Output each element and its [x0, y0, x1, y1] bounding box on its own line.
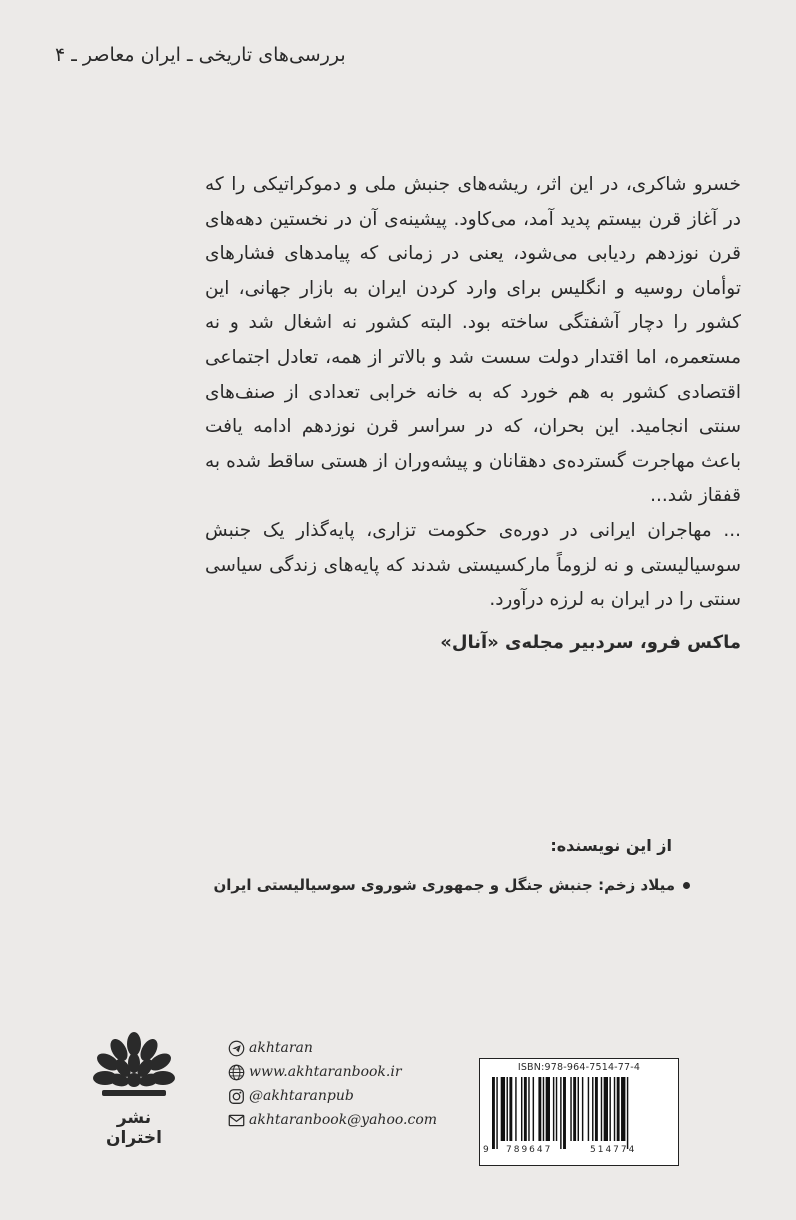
barcode-bar	[543, 1077, 544, 1141]
barcode-bar	[533, 1077, 534, 1141]
barcode-bar	[507, 1077, 508, 1141]
barcode-bar	[524, 1077, 527, 1141]
barcode-left-group: 789647	[506, 1145, 553, 1155]
blurb-paragraph-1: خسرو شاکری، در این اثر، ریشه‌های جنبش ملی و دموکراتیکی را که در آغاز قرن بیستم پدید آمد، می‌کاود. پیشینه‌ی آن در نخستین دهه‌های قرن نوزدهم ردیابی می‌شود، یعنی در زمانی که پیامدهای فشارهای توأمان روسیه و انگلیس برای وارد کردن ایران به بازار جهانی، این کشور را دچار آشفتگی ساخته بود. البته کشور نه اشغال شد و نه مستعمره، اما اقتدار دولت سست شد و بالاتر از همه، تعادل اجتماعی اقتصادی کشور به هم خورد که به خانه خرابی تعدادی از صنف‌های سنتی انجامید. این بحران، که در سراسر قرن نوزدهم ادامه یافت باعث مهاجرت گسترده‌ی دهقانان و پیشه‌وران از هستی ساقط شده به قفقاز شد...	[205, 174, 741, 507]
barcode-bars	[492, 1077, 668, 1149]
bullet-icon	[683, 882, 690, 889]
barcode-bar	[563, 1077, 566, 1149]
barcode-bar	[588, 1077, 589, 1141]
instagram-icon	[228, 1088, 245, 1105]
website-url: www.akhtaranbook.ir	[249, 1064, 402, 1080]
telegram-icon	[228, 1040, 245, 1057]
from-author-heading: از این نویسنده:	[550, 836, 672, 855]
telegram-handle: akhtaran	[249, 1040, 313, 1056]
email-contact[interactable]	[228, 1108, 437, 1132]
barcode-bar	[496, 1077, 497, 1149]
publisher-logo	[86, 1030, 182, 1148]
barcode-bar	[553, 1077, 554, 1141]
instagram-contact[interactable]	[228, 1084, 437, 1108]
publisher-contacts	[228, 1036, 437, 1132]
globe-icon	[228, 1064, 245, 1081]
barcode-bar	[614, 1077, 615, 1141]
barcode-bar	[538, 1077, 541, 1141]
barcode-bar	[601, 1077, 602, 1141]
barcode-bar	[582, 1077, 583, 1141]
email-icon	[228, 1112, 245, 1129]
barcode-right-group: 514774	[590, 1145, 637, 1155]
publisher-logo-icon	[92, 1030, 176, 1102]
isbn-label: ISBN:978-964-7514-77-4	[517, 1062, 641, 1073]
back-cover-blurb	[205, 168, 741, 636]
barcode-bar	[621, 1077, 625, 1141]
list-item	[213, 876, 690, 894]
blurb-paragraph-2: ... مهاجران ایرانی در دوره‌ی حکومت تزاری، پایه‌گذار یک جنبش سوسیالیستی و نه لزوماً مارکسیستی شدند که پایه‌های زندگی سیاسی سنتی را در ایران به لرزه درآورد.	[205, 519, 741, 611]
publisher-name: نشر اختران	[106, 1108, 162, 1148]
website-contact[interactable]	[228, 1060, 437, 1084]
barcode-bar	[570, 1077, 571, 1141]
quote-signature: ماکس فرو، سردبیر مجله‌ی «آنال»	[440, 632, 741, 653]
book-title: میلاد زخم: جنبش جنگل و جمهوری شوروی سوسیالیستی ایران	[213, 876, 675, 894]
barcode-bar	[617, 1077, 620, 1141]
barcode-bar	[573, 1077, 576, 1141]
barcode-bar	[521, 1077, 522, 1141]
barcode-bar	[556, 1077, 557, 1141]
barcode	[479, 1058, 679, 1166]
barcode-bar	[501, 1077, 505, 1141]
barcode-bar	[595, 1077, 598, 1141]
email-address: akhtaranbook@yahoo.com	[249, 1112, 438, 1128]
barcode-bar	[515, 1077, 516, 1141]
telegram-contact[interactable]	[228, 1036, 437, 1060]
barcode-bar	[627, 1077, 628, 1149]
barcode-bar	[578, 1077, 579, 1141]
barcode-bar	[592, 1077, 593, 1141]
barcode-bar	[492, 1077, 495, 1149]
barcode-bar	[509, 1077, 512, 1141]
series-title: بررسی‌های تاریخی ـ ایران معاصر ـ ۴	[55, 44, 346, 66]
barcode-bar	[528, 1077, 529, 1141]
instagram-handle: @akhtaranpub	[249, 1088, 354, 1104]
barcode-bar	[609, 1077, 610, 1141]
barcode-bar	[546, 1077, 550, 1141]
barcode-lead-digit: 9	[483, 1145, 489, 1155]
barcode-bar	[604, 1077, 608, 1141]
barcode-bar	[560, 1077, 561, 1149]
